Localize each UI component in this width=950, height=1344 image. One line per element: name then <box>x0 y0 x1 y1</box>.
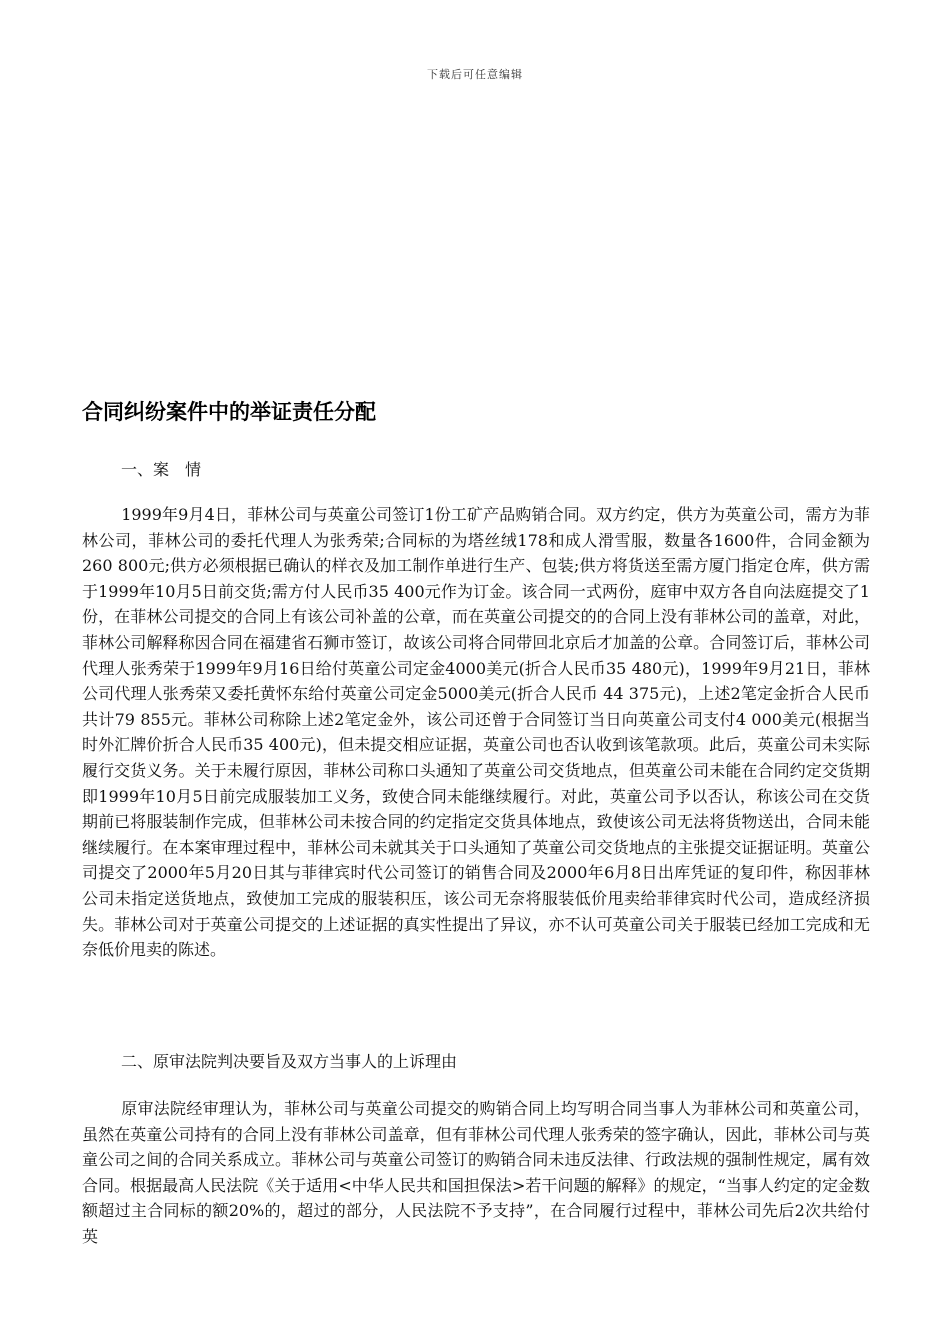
page-header: 下载后可任意编辑 <box>427 68 523 81</box>
paragraph-judgment: 原审法院经审理认为，菲林公司与英童公司提交的购销合同上均写明合同当事人为菲林公司和英童公司，虽然在英童公司持有的合同上没有菲林公司盖章，但有菲林公司代理人张秀荣的签字确认，因此，菲林公司与英童公司之间的合同关系成立。菲林公司与英童公司签订的购销合同未违反法律、行政法规的强制性规定，属有效合同。根据最高人民法院《关于适用<中华人民共和国担保法>若干问题的解释》的规定，“当事人约定的定金数额超过主合同标的额20%的，超过的部分，人民法院不予支持”，在合同履行过程中，菲林公司先后2次共给付英 <box>82 1099 870 1246</box>
section-heading-judgment: 二、原审法院判决要旨及双方当事人的上诉理由 <box>121 1052 458 1071</box>
paragraph-case-facts: 1999年9月4日，菲林公司与英童公司签订1份工矿产品购销合同。双方约定，供方为英童公司，需方为菲林公司，菲林公司的委托代理人为张秀荣;合同标的为塔丝绒178和成人滑雪服，数量各1600件，合同金额为260 800元;供方必须根据已确认的样衣及加工制作单进行生产、包装;供方将货送至需方厦门指定仓库，供方需于1999年10月5日前交货;需方付人民币35 400元作为订金。该合同一式两份，庭审中双方各自向法庭提交了1份，在菲林公司提交的合同上有该公司补盖的公章，而在英童公司提交的的合同上没有菲林公司的盖章，对此，菲林公司解释称因合同在福建省石狮市签订，故该公司将合同带回北京后才加盖的公章。合同签订后，菲林公司代理人张秀荣于1999年9月16日给付英童公司定金4000美元(折合人民币35 480元)，1999年9月21日，菲林公司代理人张秀荣又委托黄怀东给付英童公司定金5000美元(折合人民币 44 375元)，上述2笔定金折合人民币共计79 855元。菲林公司称除上述2笔定金外，该公司还曾于合同签订当日向英童公司支付4 000美元(根据当时外汇牌价折合人民币35 400元)，但未提交相应证据，英童公司也否认收到该笔款项。此后，英童公司未实际履行交货义务。关于未履行原因，菲林公司称口头通知了英童公司交货地点，但英童公司未能在合同约定交货期即1999年10月5日前完成服装加工义务，致使合同未能继续履行。对此，英童公司予以否认，称该公司在交货期前已将服装制作完成，但菲林公司未按合同的约定指定交货具体地点，致使该公司无法将货物送出，合同未能继续履行。在本案审理过程中，菲林公司未就其关于口头通知了英童公司交货地点的主张提交证据证明。英童公司提交了2000年5月20日其与菲律宾时代公司签订的销售合同及2000年6月8日出库凭证的复印件，称因菲林公司未指定送货地点，致使加工完成的服装积压，该公司无奈将服装低价甩卖给菲律宾时代公司，造成经济损失。菲林公司对于英童公司提交的上述证据的真实性提出了异议，亦不认可英童公司关于服装已经加工完成和无奈低价甩卖的陈述。 <box>82 505 870 960</box>
section-heading-case: 一、案 情 <box>121 460 202 479</box>
document-title: 合同纠纷案件中的举证责任分配 <box>82 400 376 424</box>
